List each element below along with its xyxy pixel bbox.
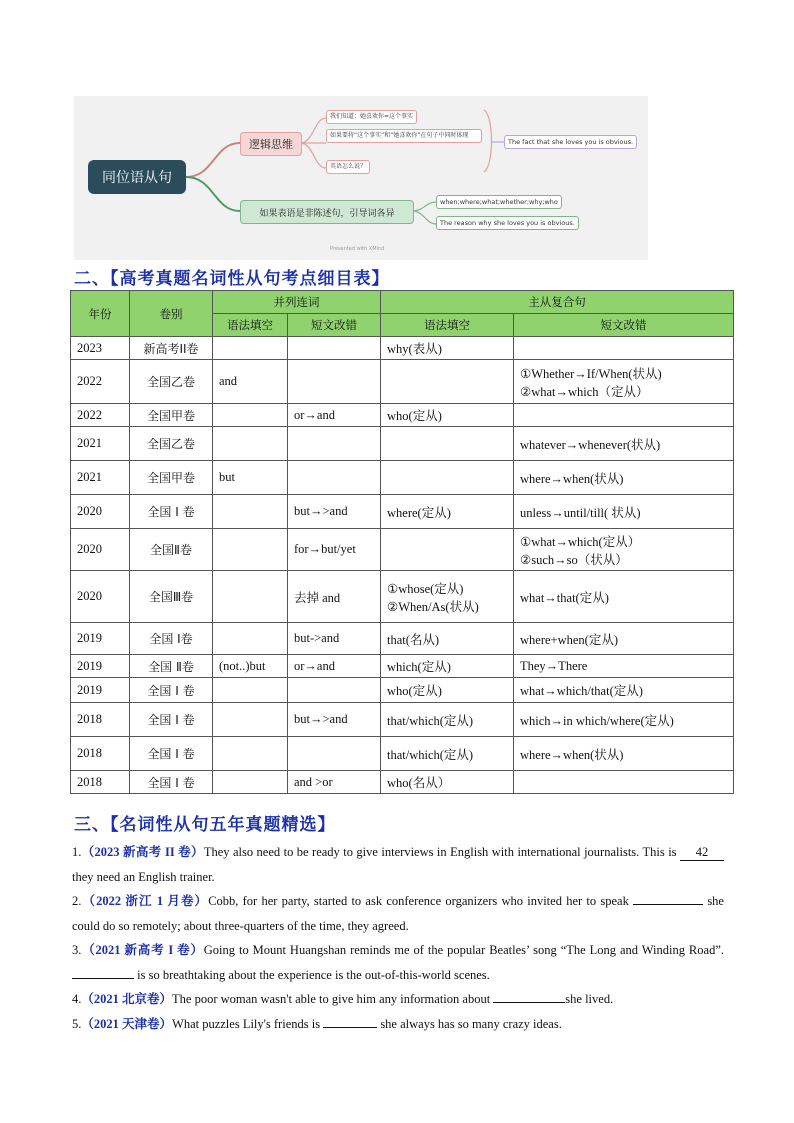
table-row [71,495,734,529]
cell-coord-correct [288,678,381,703]
cell-coord-fill [213,737,288,771]
cell-year-text: 2023 [77,340,102,355]
question-text-before: Going to Mount Huangshan reminds me of the popular Beatles’ song “The Long and Winding Road”. [203,943,724,957]
cell-compound-fill-text: why(表从) [387,342,442,356]
cell-compound-fill-text: who(名从） [387,776,451,790]
cell-volume-text: 全国 I卷 [149,632,193,646]
cell-compound-correct-text: whatever→whenever(状从) [520,437,661,452]
cell-compound-fill [381,529,514,571]
cell-compound-correct-text: unless→until/till( 状从) [520,505,641,520]
question-item [72,938,724,987]
cell-year-text: 2020 [77,504,102,518]
cell-compound-correct [514,360,734,404]
cell-compound-correct [514,737,734,771]
cell-volume-text: 全国乙卷 [146,375,195,389]
cell-compound-fill [381,703,514,737]
cell-volume-text: 全国 Ⅱ卷 [148,659,194,674]
cell-coord-fill [213,623,288,655]
cell-compound-fill [381,678,514,703]
cell-coord-correct-text: but->and [294,631,340,645]
cell-compound-fill-text: which(定从) [387,660,451,674]
cell-compound-fill-text: who(定从) [387,409,442,423]
cell-year [71,703,130,737]
cell-coord-correct [288,655,381,678]
answer-blank [323,1027,377,1028]
answer-blank [72,978,134,979]
cell-compound-correct-text: ②what→which（定从） [520,384,649,399]
question-text-after: she always has so many crazy ideas. [377,1016,562,1031]
cell-volume [130,529,213,571]
cell-volume [130,703,213,737]
table-row [71,404,734,427]
cell-year [71,623,130,655]
cell-year [71,771,130,794]
cell-compound-correct-text: where→when(状从) [520,471,624,486]
cell-coord-fill [213,571,288,623]
question-source: （2021 北京卷） [81,992,173,1006]
cell-coord-fill [213,404,288,427]
cell-coord-correct-text: and >or [294,774,333,789]
cell-year-text: 2019 [77,682,102,697]
cell-compound-fill-text: where(定从) [387,505,451,520]
cell-volume [130,337,213,360]
cell-compound-correct-text: ①Whether→If/When(状从) [520,366,662,381]
cell-compound-fill [381,404,514,427]
question-text-before: They also need to be ready to give interviews in English with international journalists. This is [203,845,680,859]
cell-year-text: 2019 [77,631,102,645]
mind-map-result-1: The fact that she loves you is obvious. [504,135,637,149]
cell-coord-correct [288,771,381,794]
table-row [71,623,734,655]
cell-compound-fill-text: that(名从) [387,632,440,647]
cell-coord-correct [288,495,381,529]
cell-coord-correct [288,427,381,461]
question-number: 2. [72,894,82,908]
cell-year [71,571,130,623]
question-source: （2021 新高考 I 卷） [81,943,204,957]
cell-compound-fill-text: ①whose(定从) [387,581,464,596]
cell-year [71,461,130,495]
header-year: 年份 [71,291,130,337]
mind-map-root: 同位语从句 [88,160,186,194]
cell-volume [130,623,213,655]
cell-year [71,655,130,678]
cell-coord-correct [288,571,381,623]
table-body [71,337,734,794]
question-text-after: they need an English trainer. [72,869,215,884]
cell-year-text: 2020 [77,542,102,556]
cell-coord-fill [213,678,288,703]
cell-compound-correct [514,655,734,678]
cell-year [71,529,130,571]
question-number: 1. [72,845,82,859]
cell-coord-correct [288,461,381,495]
mind-map-leaf-1: 我们知道：她喜欢你=这个事实 [326,110,417,124]
exam-points-table [70,290,734,794]
answer-blank [633,904,703,905]
mind-map-leaf-2: 如果要将“这个事实”和“她喜欢你”在句子中同时体现 [326,129,482,143]
cell-compound-fill-text: that/which(定从) [387,747,474,762]
cell-compound-fill [381,337,514,360]
cell-compound-fill-text: ②When/As(状从) [387,599,479,614]
cell-volume [130,495,213,529]
cell-coord-fill [213,360,288,404]
cell-compound-fill-text: who(定从) [387,684,442,698]
answer-blank: 42 [680,844,724,861]
table-row [71,337,734,360]
cell-coord-fill [213,461,288,495]
question-source: （2022 浙江 1 月卷） [81,894,209,908]
cell-compound-fill [381,771,514,794]
cell-volume-text: 新高考II卷 [143,341,199,356]
cell-coord-correct-text: 去掉 and [294,590,341,605]
cell-year-text: 2018 [77,774,102,789]
cell-compound-fill [381,495,514,529]
cell-volume-text: 全国 I 卷 [147,713,195,727]
cell-compound-correct-text: ①what→which(定从） [520,534,641,549]
cell-coord-fill [213,427,288,461]
mind-map-image [74,96,648,260]
cell-compound-correct-text: what→that(定从) [520,590,609,605]
table-row [71,461,734,495]
cell-compound-correct [514,678,734,703]
cell-coord-correct-text: but→>and [294,504,348,518]
cell-year [71,678,130,703]
cell-compound-correct-text: ②such→so（状从） [520,552,628,567]
cell-compound-correct [514,623,734,655]
mind-map-credit: Presented with XMind [330,246,385,252]
cell-volume-text: 全国甲卷 [146,471,195,485]
questions-list [72,840,724,1036]
cell-volume [130,427,213,461]
table-row [71,571,734,623]
cell-compound-fill-text: that/which(定从) [387,713,474,728]
header-correct-1: 短文改错 [288,314,381,337]
cell-compound-correct [514,495,734,529]
cell-coord-fill [213,703,288,737]
cell-compound-fill [381,623,514,655]
answer-blank [493,1002,565,1003]
question-text-before: Cobb, for her party, started to ask conference organizers who invited her to speak [208,894,634,908]
cell-coord-fill [213,495,288,529]
table-row [71,427,734,461]
cell-volume [130,737,213,771]
cell-compound-correct [514,404,734,427]
cell-year-text: 2022 [77,407,102,422]
cell-compound-fill [381,360,514,404]
cell-compound-correct [514,427,734,461]
cell-volume [130,461,213,495]
cell-year [71,495,130,529]
cell-coord-correct-text: or→and [294,658,335,673]
question-item [72,987,724,1012]
cell-coord-correct [288,529,381,571]
mind-map-alt-leaf-2: The reason why she loves you is obvious. [436,216,579,230]
cell-compound-correct [514,461,734,495]
mind-map-leaf-3: 英语怎么说？ [326,160,370,174]
cell-coord-fill [213,529,288,571]
cell-year [71,427,130,461]
cell-volume [130,360,213,404]
table-row [71,771,734,794]
header-compound: 主从复合句 [381,291,734,314]
cell-coord-correct [288,737,381,771]
header-coordinating: 并列连词 [213,291,381,314]
cell-volume-text: 全国Ⅱ卷 [150,543,192,557]
cell-compound-correct [514,571,734,623]
cell-compound-correct [514,337,734,360]
cell-compound-correct-text: where+when(定从) [520,632,618,647]
cell-year [71,337,130,360]
question-item [72,889,724,938]
cell-volume-text: 全国 I 卷 [147,775,195,790]
question-source: （2021 天津卷） [81,1016,173,1031]
cell-year [71,737,130,771]
question-source: （2023 新高考 II 卷） [81,845,204,859]
cell-year-text: 2018 [77,712,102,726]
cell-compound-fill [381,571,514,623]
mind-map-alt-node: 如果表语是非陈述句，引导词各异 [240,200,414,224]
mind-map-alt-leaf-1: when;where;what;whether;why;who [436,195,562,209]
cell-compound-correct-text: what→which/that(定从) [520,684,643,698]
cell-volume [130,571,213,623]
cell-year-text: 2019 [77,658,102,673]
cell-year-text: 2021 [77,470,102,484]
cell-compound-correct-text: They→There [520,658,588,673]
cell-year-text: 2022 [77,374,102,388]
cell-compound-correct [514,771,734,794]
cell-compound-fill [381,655,514,678]
cell-volume [130,655,213,678]
cell-coord-fill [213,337,288,360]
cell-year [71,404,130,427]
cell-coord-correct [288,703,381,737]
cell-compound-fill [381,461,514,495]
header-fill-2: 语法填空 [381,314,514,337]
cell-compound-correct-text: where→when(状从) [520,747,624,762]
cell-year [71,360,130,404]
cell-compound-correct-text: which→in which/where(定从) [520,713,674,728]
cell-volume-text: 全国乙卷 [146,437,195,451]
cell-compound-fill [381,737,514,771]
mind-map-logic-node: 逻辑思维 [240,132,302,156]
cell-volume [130,771,213,794]
cell-coord-fill-text: (not..)but [219,658,266,673]
table-row [71,360,734,404]
cell-compound-correct [514,703,734,737]
table-row [71,703,734,737]
header-fill-1: 语法填空 [213,314,288,337]
cell-year-text: 2021 [77,436,102,450]
table-row [71,655,734,678]
question-text-before: What puzzles Lily's friends is [172,1016,324,1031]
question-text-before: The poor woman wasn't able to give him any information about [172,992,494,1006]
header-volume: 卷别 [130,291,213,337]
cell-coord-fill [213,655,288,678]
question-text-after: she lived. [565,992,614,1006]
cell-coord-correct [288,404,381,427]
header-correct-2: 短文改错 [514,314,734,337]
cell-volume-text: 全国 I 卷 [147,747,195,761]
cell-volume [130,404,213,427]
cell-coord-fill-text: but [219,470,235,484]
question-number: 3. [72,943,82,957]
cell-coord-correct [288,337,381,360]
question-number: 4. [72,992,82,1006]
cell-volume-text: 全国甲卷 [146,408,195,423]
question-item [72,1012,724,1037]
cell-volume [130,678,213,703]
question-number: 5. [72,1016,82,1031]
question-item [72,840,724,889]
cell-coord-correct [288,360,381,404]
cell-compound-fill [381,427,514,461]
cell-coord-correct-text: for→but/yet [294,542,356,556]
table-row [71,737,734,771]
cell-coord-correct [288,623,381,655]
table-row [71,529,734,571]
cell-volume-text: 全国 I 卷 [147,505,195,519]
cell-coord-fill [213,771,288,794]
section-3-heading: 三、【名词性从句五年真题精选】 [74,815,336,835]
cell-coord-fill-text: and [219,374,238,388]
cell-volume-text: 全国Ⅲ卷 [148,590,194,604]
cell-coord-correct-text: but→>and [294,712,348,726]
cell-compound-correct [514,529,734,571]
section-2-heading: 二、【高考真题名词性从句考点细目表】 [74,269,390,289]
question-text-after: she could do so remotely; about three-quarters of the time, they agreed. [72,894,724,933]
cell-coord-correct-text: or→and [294,407,335,422]
cell-year-text: 2020 [77,589,102,603]
table-row [71,678,734,703]
question-text-after: is so breathtaking about the experience is the out-of-this-world scenes. [134,967,490,982]
cell-year-text: 2018 [77,746,102,760]
cell-volume-text: 全国 I 卷 [147,683,195,698]
